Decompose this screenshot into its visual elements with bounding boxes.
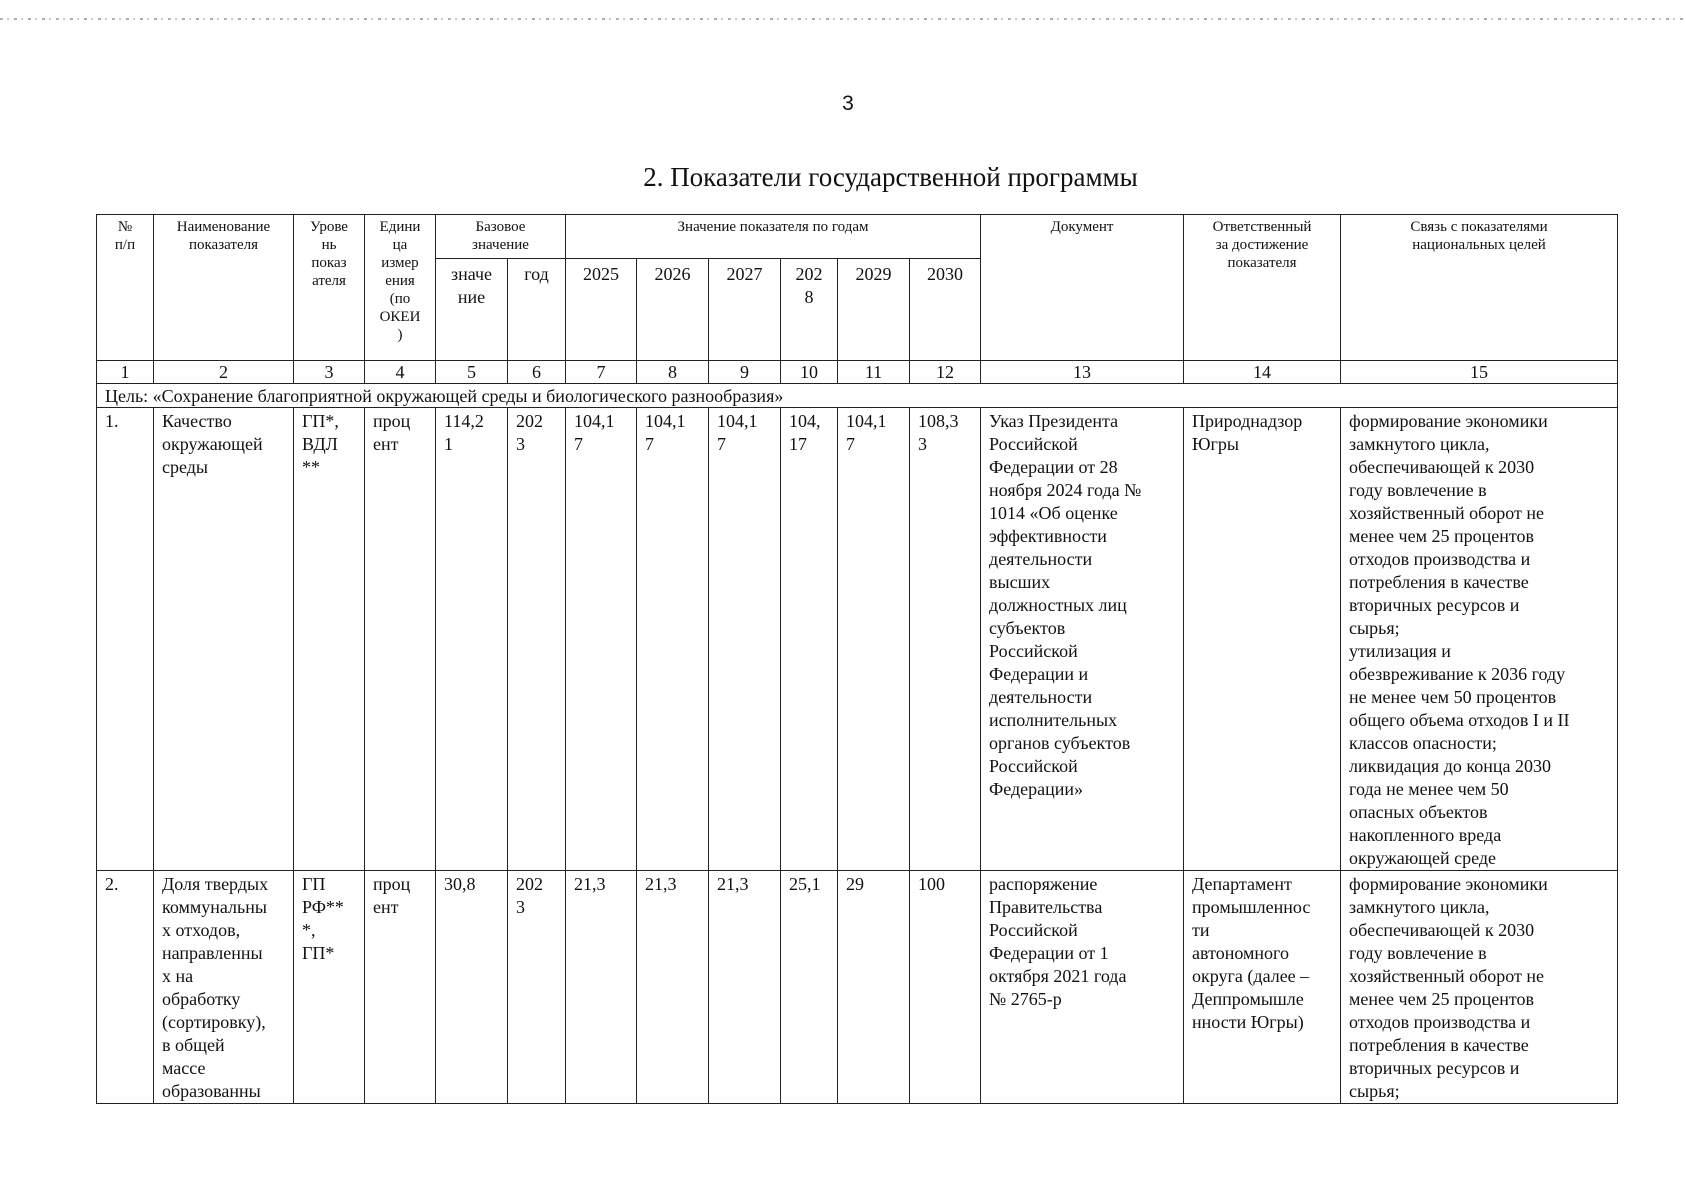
- row-num: 2.: [97, 871, 154, 1104]
- value-2028: 25,1: [781, 871, 838, 1104]
- indicators-table: [96, 214, 1618, 1104]
- value-2029: 104,1 7: [838, 408, 910, 871]
- value-2027: 21,3: [709, 871, 781, 1104]
- header-base-value: значе ние: [436, 259, 508, 361]
- header-responsible: Ответственный за достижение показателя: [1184, 215, 1341, 361]
- value-2027: 104,1 7: [709, 408, 781, 871]
- header-values-by-year: Значение показателя по годам: [566, 215, 981, 259]
- goal-text: Цель: «Сохранение благоприятной окружающей среды и биологического разнообразия»: [97, 384, 1618, 408]
- indicator-name: Качество окружающей среды: [154, 408, 294, 871]
- header-year-2028: 202 8: [781, 259, 838, 361]
- column-number: 8: [637, 361, 709, 384]
- header-unit: Едини ца измер ения (по ОКЕИ ): [365, 215, 436, 361]
- column-number: 7: [566, 361, 637, 384]
- base-value: 30,8: [436, 871, 508, 1104]
- header-year-2027: 2027: [709, 259, 781, 361]
- scan-artifact-line: [0, 18, 1686, 20]
- header-year-2025: 2025: [566, 259, 637, 361]
- column-number: 6: [508, 361, 566, 384]
- header-name: Наименование показателя: [154, 215, 294, 361]
- column-number: 1: [97, 361, 154, 384]
- base-value: 114,2 1: [436, 408, 508, 871]
- header-year-2026: 2026: [637, 259, 709, 361]
- indicator-level: ГП РФ** *, ГП*: [294, 871, 365, 1104]
- document-ref: распоряжение Правительства Российской Федерации от 1 октября 2021 года № 2765-р: [981, 871, 1184, 1104]
- header-year-2029: 2029: [838, 259, 910, 361]
- header-year-2030: 2030: [910, 259, 981, 361]
- header-num: № п/п: [97, 215, 154, 361]
- value-2026: 104,1 7: [637, 408, 709, 871]
- header-link: Связь с показателями национальных целей: [1341, 215, 1618, 361]
- national-goal-link: формирование экономики замкнутого цикла, обеспечивающей к 2030 году вовлечение в хозяйственный оборот не менее чем 25 процентов отходов производства и потребления в качестве вторичных ресурсов и сырья;: [1341, 871, 1618, 1104]
- responsible: Природнадзор Югры: [1184, 408, 1341, 871]
- table-row: [97, 871, 1618, 1104]
- column-number: 5: [436, 361, 508, 384]
- header-level: Урове нь показ ателя: [294, 215, 365, 361]
- header-document: Документ: [981, 215, 1184, 361]
- column-number: 12: [910, 361, 981, 384]
- indicator-name: Доля твердых коммунальны х отходов, направленны х на обработку (сортировку), в общей массе образованны: [154, 871, 294, 1104]
- unit: проц ент: [365, 408, 436, 871]
- column-number: 13: [981, 361, 1184, 384]
- document-title: 2. Показатели государственной программы: [643, 162, 1138, 192]
- column-number: 10: [781, 361, 838, 384]
- header-row-1: [97, 215, 1618, 259]
- page-number: 3: [842, 92, 854, 115]
- value-2028: 104, 17: [781, 408, 838, 871]
- value-2025: 21,3: [566, 871, 637, 1104]
- value-2026: 21,3: [637, 871, 709, 1104]
- table-row: [97, 408, 1618, 871]
- base-year: 202 3: [508, 871, 566, 1104]
- value-2025: 104,1 7: [566, 408, 637, 871]
- column-number: 11: [838, 361, 910, 384]
- base-year: 202 3: [508, 408, 566, 871]
- national-goal-link: формирование экономики замкнутого цикла, обеспечивающей к 2030 году вовлечение в хозяйственный оборот не менее чем 25 процентов отходов производства и потребления в качестве вторичных ресурсов и сырья; утилизация и обезвреживание к 2036 году не менее чем 50 процентов общего объема отходов I и II классов опасности; ликвидация до конца 2030 года не менее чем 50 опасных объектов накопленного вреда окружающей среде: [1341, 408, 1618, 871]
- column-number: 2: [154, 361, 294, 384]
- column-number: 15: [1341, 361, 1618, 384]
- column-number: 9: [709, 361, 781, 384]
- goal-row: [97, 384, 1618, 408]
- column-number: 3: [294, 361, 365, 384]
- column-numbers-row: [97, 361, 1618, 384]
- document-ref: Указ Президента Российской Федерации от 28 ноября 2024 года № 1014 «Об оценке эффективности деятельности высших должностных лиц субъектов Российской Федерации и деятельности исполнительных органов субъектов Российской Федерации»: [981, 408, 1184, 871]
- indicator-level: ГП*, ВДЛ **: [294, 408, 365, 871]
- column-number: 4: [365, 361, 436, 384]
- header-base: Базовое значение: [436, 215, 566, 259]
- value-2030: 108,3 3: [910, 408, 981, 871]
- value-2029: 29: [838, 871, 910, 1104]
- row-num: 1.: [97, 408, 154, 871]
- header-base-year: год: [508, 259, 566, 361]
- table-header: [97, 215, 1618, 361]
- value-2030: 100: [910, 871, 981, 1104]
- responsible: Департамент промышленнос ти автономного округа (далее – Деппромышле нности Югры): [1184, 871, 1341, 1104]
- unit: проц ент: [365, 871, 436, 1104]
- column-number: 14: [1184, 361, 1341, 384]
